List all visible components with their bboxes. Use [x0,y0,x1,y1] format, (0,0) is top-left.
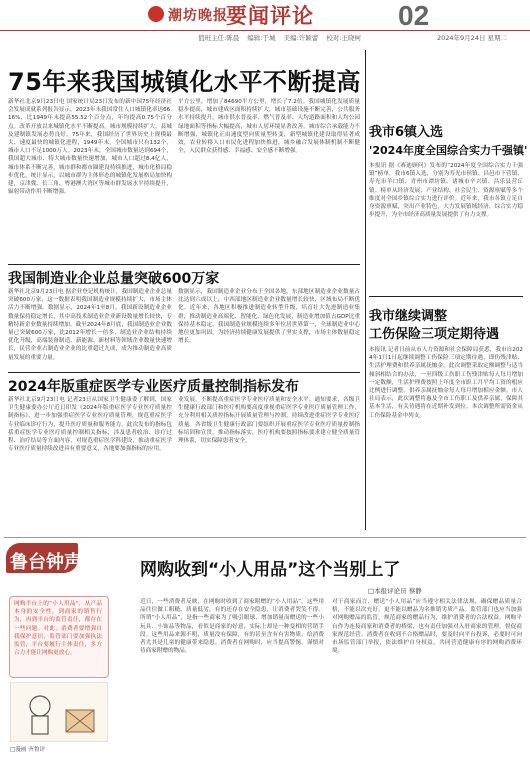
credit-proofreader: 校对:王晓柯 [326,34,362,42]
issue-date: 2024年9月24日 星期二 [437,34,508,42]
article-manufacturing-col1: 新华社北京9月23日电 据企业登记机构统计，我国制造业企业总量突破600万家，这一数据表明我国制造业规模持续扩大，市场主体活力不断增强。数据显示，2024年1至8月，我国新设制造业企业数量保持稳定增长，其中高技术制造业企业新设数量增长较快，专精特新企业数量持续增加。截至2024年8月底，我国制造业企业数量已突破600万家，比2012年增长一倍多，制造业企业结构持续优化升级，高端装备制造、新能源、新材料等领域企业数量快速增长，民营企业占制造业企业的比重超过九成，成为推动制造业高质量发展的重要力量。 [8,289,172,361]
cartoon-illustration [10,682,108,742]
article-manufacturing-col2: 数据显示，我国制造业企业分布于全国各地，东部地区制造业企业数量占比达到六成以上，中西部地区制造业企业数量增长较快，区域布局不断优化。近年来，各地区积极推进制造业转型升级，培育壮大先进制造业集群，推动制造业高端化、智能化、绿色化发展，制造业增加值占GDP比重保持基本稳定，我国制造业规模连续多年位居世界第一，全球制造业中心地位更加巩固，为经济持续健康发展提供了坚实支撑，市场主体数量稳定增长。 [178,289,360,345]
page-number: 02 [398,0,430,31]
headline-manufacturing: 我国制造业企业总量突破600万家 [8,271,220,287]
headline-medical: 2024年版重症医学专业医疗质量控制指标发布 [8,379,299,395]
credit-designer: 美编:许颖蕾 [283,34,319,42]
credit-editor: 编辑:于城 [247,34,276,42]
credit-editor-on-duty: 值班主任:陈晨 [198,34,240,42]
cartoon-credit: □漫画 齐鲁评 [10,747,46,753]
headline-commentary: 网购收到“小人用品”这个当别上了 [140,560,401,580]
section-title: 要闻评论 [226,3,314,28]
headline-towns: 我市6镇入选 [369,125,444,140]
article-insurance: 本报讯 记者日前从市人力资源和社会保障局获悉，我市自2024年1月1日起继续调整工伤保险三项定期待遇，即伤残津贴、生活护理费和供养亲属抚恤金。此次调整采取定额调整与适当倾斜相结合的办法，一至四级工伤职工伤残津贴每人每月增加一定数额，生活护理费按照上年度全市职工月平均工资的相应比例进行调整，供养亲属抚恤金每人每月增加相应金额。市人社局表示，此次调整将惠及全市工伤职工及供养亲属，保障其基本生活，有关待遇将在近期补发到位。本次调整所需资金从工伤保险基金中列支。 [369,347,523,419]
headline-urbanization: 75年来我国城镇化水平不断提高 [8,68,361,96]
article-medical-col2: 业发展，不断提高重症医学专业医疗质量和安全水平。通知要求，各级卫生健康行政部门和医疗机构要高度重视重症医学专业医疗质量管理工作，充分利用相关质控指标开展质量管理与控制，持续改进重症医学专业医疗质量。各省级卫生健康行政部门要组织开展重症医学专业医疗质量控制指标培训和宣贯，推动指标落实，医疗机构要按照指标要求建立健全质量管理体系，切实保障患者安全。 [178,397,360,445]
article-urbanization-col2: 平方公里，增加了84690平方公里，增长了7.2倍。我国城镇化发展质量稳步提高，城市建成区面积持续扩大，城市基础设施不断完善，公共服务水平持续提升。城市供水普及率、燃气普及率、人均道路面积和人均公园绿地面积等指标大幅提高，城市人居环境显著改善。城市综合承载能力不断增强，城镇化正由速度型向质量型转变，新型城镇化建设取得显著成效，农业转移人口市民化进程加快推进，城乡融合发展体制机制不断健全，人民群众获得感、幸福感、安全感不断增强。 [178,99,360,155]
headline-insurance: 我市继续调整 [369,309,448,324]
article-urbanization-col1: 新华社北京9月23日电 国家统计局23日发布的新中国75年经济社会发展成就系列报告显示，2023年末我国常住人口城镇化率达66.16%，比1949年末提高55.52个百分点，年均提高0.75个百分点。改革开放以来城镇化水平不断提高，城市规模持续扩大，县城及建制镇发展态势良好。75年来，我国经历了世界历史上规模最大、速度最快的城镇化进程，1949年末，全国城市只有132个，城市人口不足1000万人。2023年末，全国城市数量达到694个，我国超大城市、特大城市数量快速增加，城市人口超过8.4亿人，城市体系不断完善，城市群和都市圈建设持续推进，城市化格局稳步优化。统计显示，以城市群为主体形态的城镇化发展格局加快构建，京津冀、长三角、粤港澳大湾区等城市群发展水平持续提升，辐射带动作用不断增强。 [8,99,172,196]
divider [8,372,360,373]
newspaper-logo-icon [148,6,164,22]
paper-name: 潮坊晚报 [168,8,228,24]
divider [8,264,360,265]
commentary-author: □本报评论员 蔡静 [368,587,422,595]
column-divider [365,50,366,530]
headline-towns-sub: '2024年度全国综合实力千强镇' [369,144,528,157]
commentary-col1: 近日，一些消费者反映，在网购时收到了商家附赠的“小人用品”，这些用品往往做工粗糙、质量低劣，有的还存在安全隐患，让消费者哭笑不得。所谓“小人用品”，是指一些商家为了吸引眼球、增加销量而赠送的一些小玩具、小饰品等物品，看似是商家的好意，实际上却是一种变相的营销手段。这些用品来源不明，质量没有保障，有的甚至含有有害物质，给消费者尤其是儿童的健康带来隐患。消费者在网购时，应当提高警惕，谨慎对待商家附赠的物品。 [140,599,324,655]
column-name: 鲁台钟声 [10,552,82,573]
divider [369,296,523,297]
article-medical-col1: 新华社北京9月23日电 记者23日从国家卫生健康委了解到，国家卫生健康委办公厅近日印发《2024年版重症医学专业医疗质量控制指标》，进一步加强重症医学专业医疗质量管理，规范重症医学专业临床诊疗行为，提升医疗质量和服务能力。此次发布的指标包括重症医学专业医疗质量控制相关指标，涉及患者收治、诊疗过程、治疗结局等方面内容，对规范重症医学科建设，推动重症医学专业医疗质量持续改进具有重要意义，各地要加强指标的应用。 [8,397,172,453]
headline-insurance-sub: 工伤保险三项定期待遇 [369,327,500,342]
sidebar-quote: 网购平台上的“小人用品”，从产品本身的安全性，到商家的销售行为，再到平台的监管责任，都存在一些问题。对此，消费者要增强自我保护意识，监管部门要加强执法监管，平台要履行主体责任，多方合力才能让网购更放心。 [14,601,102,657]
commentary-col2: 对于商家而言，赠送“小人用品”应当遵守相关法律法规，确保赠品质量合格，不能以次充好，更不能以赠品为名推销劣质产品。监管部门也应当加强对网购赠品的监管，规范商家的赠品行为，维护消费者的合法权益。网购平台作为连接商家和消费者的桥梁，也有责任加强对入驻商家的管理，督促商家规范经营。消费者在收到不合格赠品时，要及时向平台投诉，必要时可向市场监管部门举报，依法维护自身权益，共同营造健康有序的网购消费环境。 [332,599,522,655]
article-towns: 本报讯 据《赛迪顾问》发布的“2024年度全国综合实力千强镇”榜单，我市6镇入选，分别为寿光市侯镇、昌邑市下营镇、寿光市羊口镇、青州市谭坊镇、诸城市辛兴镇、昌乐县营丘镇。榜单从经济发展、产业结构、社会民生、资源禀赋等多个维度对全国乡镇综合实力进行评价。近年来，我市各镇立足自身资源禀赋，突出产业特色，大力发展镇域经济，综合实力稳步提升，为全市经济高质量发展提供了有力支撑。 [369,163,523,219]
